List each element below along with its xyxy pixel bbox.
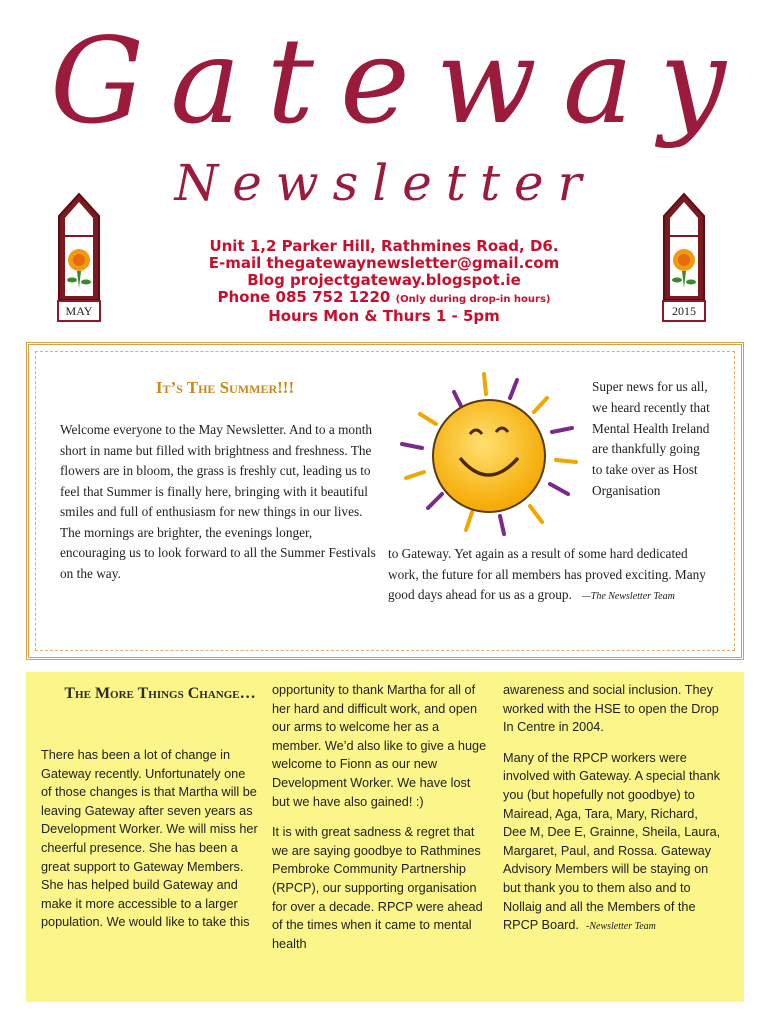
smiling-sun-icon — [392, 368, 592, 538]
flower-tower-icon — [662, 192, 706, 302]
newsletter-title: Gateway — [50, 12, 752, 150]
article-column-1 — [41, 746, 259, 944]
address: Unit 1,2 Parker Hill, Rathmines Road, D6. — [209, 237, 559, 255]
email: E-mail thegatewaynewsletter@gmail.com — [208, 254, 560, 272]
article-column-2 — [272, 681, 490, 965]
phone: Phone 085 752 1220 — [217, 288, 391, 306]
tower-graphic-left — [57, 192, 101, 322]
phone-line — [150, 289, 618, 308]
paragraph-with-signature — [503, 749, 723, 937]
paragraph: It is with great sadness & regret that we are saying goodbye to Rathmines Pembroke Community Partnership (RPCP), our supporting organisation for over a decade. RPCP were ahead of the times when it came to mental health — [272, 825, 483, 951]
month-label: MAY — [57, 300, 101, 322]
summer-text-right: Super news for us all, we heard recently that Mental Health Ireland are thankfully going to take over as Host Organisation — [592, 379, 710, 498]
paragraph: Many of the RPCP workers were involved with Gateway. A special thank you (but hopefully not goodbye) to Mairead, Aga, Tara, Mary, Richard, Dee M, Dee E, Grainne, Sheila, Laura, Margaret, Paul, and Rossa. Gateway Advisory Members will be staying on but thank you to them also and to Nollaig and all the Members of the RPCP Board. — [503, 750, 721, 933]
blog: Blog projectgateway.blogspot.ie — [247, 271, 521, 289]
article-column-3 — [503, 681, 723, 949]
flower-tower-icon — [57, 192, 101, 302]
contact-block — [150, 238, 618, 325]
paragraph: opportunity to thank Martha for all of her hard and difficult work, and open our arms to welcome her as a member. We’d also like to give a huge welcome to Fionn as our new Development Worker. We have lost but we have also gained! :) — [272, 683, 487, 809]
summer-text-bottom-body: to Gateway. Yet again as a result of some hard dedicated work, the future for all members has proved exciting. Many good days ahead for us as a group. — [388, 546, 706, 602]
summer-text-bottom — [388, 544, 718, 608]
paragraph: awareness and social inclusion. They worked with the HSE to open the Drop In Centre in 2004. — [503, 683, 719, 735]
paragraph: There has been a lot of change in Gateway recently. Unfortunately one of those changes is that Martha will be leaving Gateway after seven years as Development Worker. We will miss her cheerful presence. She has been a great support to Gateway Members. She has helped build Gateway and make it more accessible to a larger population. We would like to take this — [41, 748, 258, 930]
newsletter-subtitle: Newsletter — [174, 154, 596, 212]
more-things-heading: The More Things Change… — [64, 685, 256, 702]
hours: Hours Mon & Thurs 1 - 5pm — [268, 307, 500, 325]
summer-text-left: Welcome everyone to the May Newsletter. And to a month short in name but filled with brightness and freshness. The flowers are in bloom, the grass is freshly cut, leading us to feel that Summer is finally here, bringing with it beautiful smiles and full of enthusiasm for new things in our lives. The mornings are brighter, the evenings longer, encouraging us to look forward to all the Summer Festivals on the way. — [60, 422, 376, 581]
year-label: 2015 — [662, 300, 706, 322]
phone-note: (Only during drop-in hours) — [395, 294, 551, 305]
column-signature: -Newsletter Team — [586, 921, 656, 933]
tower-graphic-right — [662, 192, 706, 322]
summer-heading: It’s The Summer!!! — [155, 378, 295, 397]
summer-signature: —The Newsletter Team — [581, 591, 675, 602]
